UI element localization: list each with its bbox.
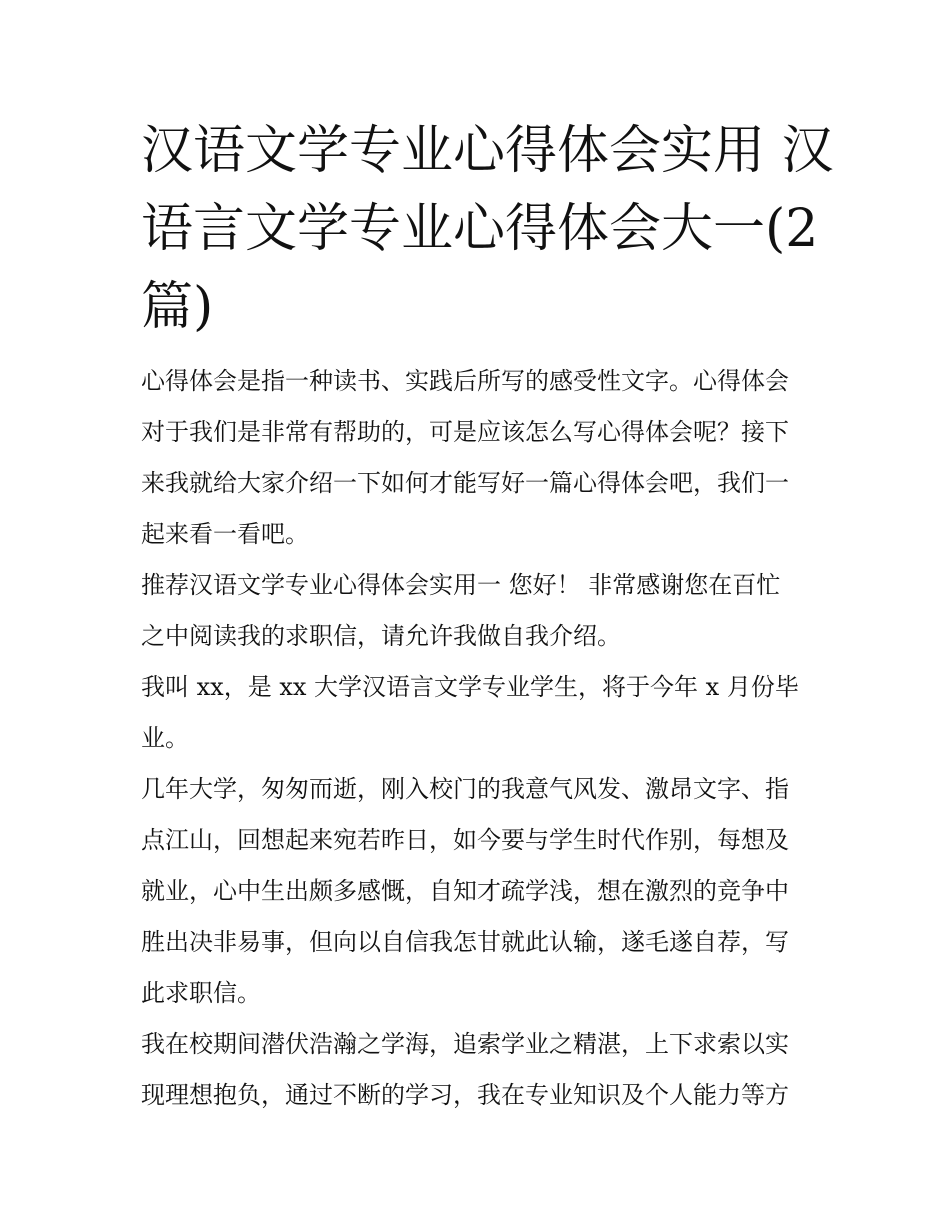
text-line: 我叫 xx，是 xx 大学汉语言文学专业学生，将于今年 x 月份毕 (141, 673, 799, 701)
text-line: 胜出决非易事，但向以自信我怎甘就此认输，遂毛遂自荐，写 (141, 928, 789, 956)
text-line: 起来看一看吧。 (141, 520, 309, 548)
text-line: 我在校期间潜伏浩瀚之学海，追索学业之精湛，上下求索以实 (141, 1030, 789, 1058)
paragraph-greeting (141, 560, 813, 662)
text-line: 来我就给大家介绍一下如何才能写好一篇心得体会吧，我们一 (141, 469, 789, 497)
title-line: 汉语文学专业心得体会实用 汉 (141, 121, 834, 181)
document-content (141, 112, 834, 1121)
text-line: 就业，心中生出颇多感慨，自知才疏学浅，想在激烈的竞争中 (141, 877, 789, 905)
document-title (141, 112, 834, 346)
paragraph-intro (141, 356, 813, 560)
paragraph-reflection (141, 764, 813, 1019)
paragraph-study (141, 1019, 813, 1121)
text-line: 推荐汉语文学专业心得体会实用一 您好！ 非常感谢您在百忙 (141, 571, 781, 599)
text-line: 之中阅读我的求职信，请允许我做自我介绍。 (141, 622, 621, 650)
text-line: 此求职信。 (141, 979, 261, 1007)
text-line: 现理想抱负，通过不断的学习，我在专业知识及个人能力等方 (141, 1081, 789, 1109)
text-line: 点江山，回想起来宛若昨日，如今要与学生时代作别，每想及 (141, 826, 789, 854)
text-line: 几年大学，匆匆而逝，刚入校门的我意气风发、激昂文字、指 (141, 775, 789, 803)
text-line: 业。 (141, 724, 189, 752)
text-line: 对于我们是非常有帮助的，可是应该怎么写心得体会呢？接下 (141, 418, 789, 446)
paragraph-self-introduction (141, 662, 813, 764)
title-line: 语言文学专业心得体会大一(2 (141, 199, 819, 259)
text-line: 心得体会是指一种读书、实践后所写的感受性文字。心得体会 (141, 367, 789, 395)
title-line: 篇) (141, 277, 214, 337)
